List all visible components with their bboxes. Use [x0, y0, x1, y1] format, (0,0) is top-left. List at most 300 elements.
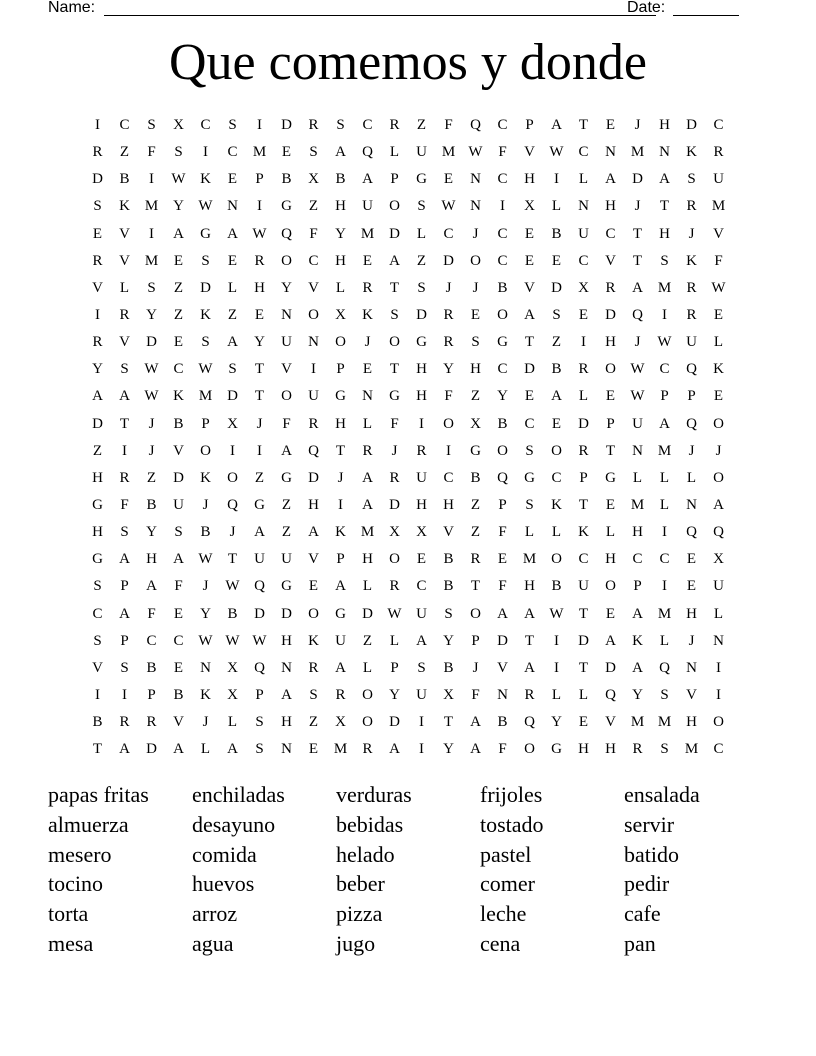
grid-letter: Z — [173, 279, 184, 296]
grid-letter: T — [632, 252, 643, 269]
grid-letter: E — [362, 252, 373, 269]
grid-letter: S — [174, 144, 183, 161]
grid-letter: A — [173, 741, 184, 758]
grid-letter: P — [633, 578, 642, 595]
grid-letter: E — [227, 252, 238, 269]
grid-letter: Q — [470, 117, 481, 134]
grid-letter: A — [335, 659, 346, 676]
word-bank-item: pizza — [336, 901, 383, 927]
grid-letter: J — [445, 279, 452, 296]
grid-letter: T — [119, 415, 130, 432]
grid-letter: P — [255, 171, 264, 188]
grid-letter: D — [389, 714, 400, 731]
word-bank-item: beber — [336, 871, 385, 897]
grid-letter: V — [173, 442, 184, 459]
grid-letter: M — [144, 198, 159, 215]
grid-letter: E — [686, 578, 697, 595]
grid-letter: E — [173, 605, 184, 622]
grid-letter: Q — [308, 442, 319, 459]
grid-letter: V — [524, 144, 535, 161]
grid-letter: A — [119, 551, 130, 568]
grid-letter: O — [713, 714, 724, 731]
grid-letter: W — [549, 144, 564, 161]
grid-letter: E — [254, 307, 265, 324]
grid-row — [84, 166, 732, 193]
grid-letter: H — [470, 361, 481, 378]
grid-letter: E — [524, 252, 535, 269]
grid-letter: D — [524, 361, 535, 378]
grid-letter: L — [551, 687, 562, 704]
grid-letter: H — [335, 415, 346, 432]
grid-letter: R — [92, 144, 103, 161]
grid-letter: P — [336, 551, 345, 568]
grid-letter: S — [120, 524, 129, 541]
grid-letter: U — [173, 497, 184, 514]
grid-letter: P — [201, 415, 210, 432]
grid-letter: B — [470, 469, 481, 486]
grid-letter: V — [92, 659, 103, 676]
grid-letter: V — [281, 361, 292, 378]
grid-letter: R — [686, 198, 697, 215]
grid-row — [84, 112, 732, 139]
grid-letter: K — [632, 632, 643, 649]
grid-letter: I — [581, 334, 586, 351]
grid-letter: M — [360, 524, 375, 541]
grid-letter: F — [444, 117, 453, 134]
grid-letter: D — [605, 307, 616, 324]
grid-letter: H — [281, 632, 292, 649]
grid-row — [84, 628, 732, 655]
grid-letter: R — [146, 714, 157, 731]
grid-letter: Z — [308, 198, 319, 215]
grid-letter: W — [144, 388, 159, 405]
grid-letter: W — [630, 361, 645, 378]
grid-letter: T — [524, 334, 535, 351]
grid-letter: T — [92, 741, 103, 758]
grid-letter: W — [387, 605, 402, 622]
date-field-line — [673, 15, 739, 16]
grid-letter: W — [549, 605, 564, 622]
grid-letter: Y — [497, 388, 508, 405]
grid-letter: O — [200, 442, 211, 459]
grid-letter: P — [336, 361, 345, 378]
grid-letter: C — [605, 225, 616, 242]
grid-letter: A — [335, 144, 346, 161]
grid-letter: S — [93, 198, 102, 215]
grid-letter: H — [524, 171, 535, 188]
grid-letter: Y — [443, 632, 454, 649]
grid-letter: R — [578, 442, 589, 459]
grid-letter: M — [711, 198, 726, 215]
word-bank-item: tostado — [480, 811, 544, 837]
grid-letter: E — [227, 171, 238, 188]
grid-letter: C — [362, 117, 373, 134]
grid-letter: L — [659, 469, 670, 486]
grid-letter: E — [524, 388, 535, 405]
grid-letter: Z — [551, 334, 562, 351]
grid-row — [84, 601, 732, 628]
grid-letter: R — [686, 279, 697, 296]
grid-letter: S — [147, 279, 156, 296]
grid-letter: O — [443, 415, 454, 432]
grid-letter: C — [578, 551, 589, 568]
grid-letter: I — [149, 171, 154, 188]
grid-letter: D — [92, 171, 103, 188]
grid-letter: M — [657, 714, 672, 731]
grid-letter: I — [338, 497, 343, 514]
grid-letter: V — [173, 714, 184, 731]
grid-letter: K — [308, 632, 319, 649]
grid-letter: W — [198, 632, 213, 649]
grid-letter: I — [500, 198, 505, 215]
grid-letter: R — [119, 469, 130, 486]
grid-letter: L — [686, 469, 697, 486]
grid-letter: O — [470, 252, 481, 269]
grid-letter: Y — [632, 687, 643, 704]
grid-row — [84, 573, 732, 600]
grid-letter: B — [443, 551, 454, 568]
header — [48, 0, 748, 20]
grid-letter: R — [470, 551, 481, 568]
grid-letter: I — [95, 307, 100, 324]
grid-letter: U — [416, 469, 427, 486]
grid-letter: I — [716, 659, 721, 676]
grid-letter: P — [498, 497, 507, 514]
word-bank-item: huevos — [192, 871, 255, 897]
grid-letter: Z — [119, 144, 130, 161]
grid-letter: P — [660, 388, 669, 405]
word-bank-item: desayuno — [192, 811, 276, 837]
grid-letter: R — [443, 334, 454, 351]
grid-letter: O — [551, 442, 562, 459]
grid-letter: G — [524, 469, 535, 486]
grid-letter: T — [524, 632, 535, 649]
grid-letter: H — [416, 388, 427, 405]
grid-letter: N — [308, 334, 319, 351]
grid-letter: L — [200, 741, 211, 758]
grid-letter: Q — [497, 469, 508, 486]
grid-letter: V — [119, 225, 130, 242]
grid-letter: F — [498, 741, 507, 758]
word-bank-item: pan — [624, 930, 656, 956]
grid-letter: B — [119, 171, 130, 188]
grid-letter: P — [525, 117, 534, 134]
grid-letter: Z — [173, 307, 184, 324]
grid-letter: W — [630, 388, 645, 405]
grid-letter: E — [551, 252, 562, 269]
grid-letter: L — [335, 279, 346, 296]
grid-letter: I — [554, 171, 559, 188]
grid-letter: P — [120, 578, 129, 595]
grid-letter: T — [632, 225, 643, 242]
grid-letter: O — [281, 252, 292, 269]
grid-row — [84, 221, 732, 248]
page-title: Que comemos y donde — [168, 34, 647, 91]
grid-letter: I — [149, 225, 154, 242]
grid-letter: H — [362, 551, 373, 568]
grid-letter: E — [362, 361, 373, 378]
grid-letter: T — [605, 442, 616, 459]
grid-letter: C — [416, 578, 427, 595]
grid-letter: S — [309, 687, 318, 704]
grid-letter: A — [632, 605, 643, 622]
grid-letter: T — [470, 578, 481, 595]
grid-letter: D — [281, 605, 292, 622]
grid-letter: A — [632, 659, 643, 676]
grid-letter: A — [227, 225, 238, 242]
grid-letter: K — [713, 361, 724, 378]
grid-letter: Z — [416, 252, 427, 269]
word-bank-item: pastel — [480, 841, 532, 867]
grid-letter: G — [281, 469, 292, 486]
grid-letter: J — [715, 442, 722, 459]
grid-letter: E — [605, 388, 616, 405]
grid-letter: C — [497, 117, 508, 134]
grid-letter: E — [578, 714, 589, 731]
grid-letter: Y — [551, 714, 562, 731]
grid-letter: N — [497, 687, 508, 704]
grid-letter: R — [713, 144, 724, 161]
grid-letter: O — [605, 578, 616, 595]
grid-letter: F — [282, 415, 291, 432]
grid-letter: D — [551, 279, 562, 296]
grid-letter: R — [389, 469, 400, 486]
grid-letter: R — [389, 117, 400, 134]
grid-letter: W — [711, 279, 726, 296]
grid-letter: D — [686, 117, 697, 134]
grid-letter: T — [443, 714, 454, 731]
grid-letter: C — [173, 361, 184, 378]
grid-letter: S — [93, 632, 102, 649]
grid-letter: G — [470, 442, 481, 459]
grid-letter: A — [605, 171, 616, 188]
grid-letter: Y — [335, 225, 346, 242]
grid-letter: L — [605, 524, 616, 541]
grid-letter: P — [147, 687, 156, 704]
grid-letter: V — [686, 687, 697, 704]
grid-letter: E — [686, 551, 697, 568]
grid-letter: D — [146, 334, 157, 351]
grid-letter: C — [497, 252, 508, 269]
grid-letter: H — [92, 524, 103, 541]
grid-letter: O — [281, 388, 292, 405]
grid-letter: O — [362, 714, 373, 731]
grid-letter: R — [443, 307, 454, 324]
grid-letter: A — [524, 307, 535, 324]
grid-letter: H — [605, 741, 616, 758]
grid-letter: S — [147, 117, 156, 134]
grid-letter: A — [119, 605, 130, 622]
grid-letter: H — [146, 551, 157, 568]
grid-letter: K — [335, 524, 346, 541]
grid-letter: N — [578, 198, 589, 215]
word-bank-item: almuerza — [48, 811, 129, 837]
grid-letter: I — [419, 415, 424, 432]
grid-letter: B — [92, 714, 103, 731]
grid-letter: K — [551, 497, 562, 514]
grid-letter: Q — [659, 659, 670, 676]
grid-letter: D — [254, 605, 265, 622]
grid-letter: L — [578, 171, 589, 188]
grid-letter: I — [554, 659, 559, 676]
grid-letter: W — [171, 171, 186, 188]
grid-letter: F — [309, 225, 318, 242]
grid-letter: I — [257, 117, 262, 134]
grid-letter: R — [308, 659, 319, 676]
word-bank-item: servir — [624, 811, 675, 837]
grid-letter: Q — [686, 361, 697, 378]
grid-letter: E — [308, 741, 319, 758]
grid-letter: P — [120, 632, 129, 649]
grid-letter: A — [362, 497, 373, 514]
grid-letter: X — [335, 714, 346, 731]
grid-letter: J — [472, 659, 479, 676]
grid-letter: N — [362, 388, 373, 405]
grid-letter: J — [634, 117, 641, 134]
grid-letter: J — [148, 442, 155, 459]
grid-letter: W — [225, 578, 240, 595]
grid-letter: N — [470, 198, 481, 215]
grid-letter: H — [335, 252, 346, 269]
grid-letter: A — [470, 741, 481, 758]
grid-letter: D — [146, 741, 157, 758]
grid-letter: T — [578, 605, 589, 622]
grid-row — [84, 139, 732, 166]
grid-letter: A — [389, 741, 400, 758]
grid-letter: D — [389, 225, 400, 242]
grid-letter: G — [335, 605, 346, 622]
grid-letter: A — [362, 469, 373, 486]
grid-letter: Z — [281, 524, 292, 541]
word-bank-item: ensalada — [624, 782, 700, 807]
grid-row — [84, 438, 732, 465]
grid-letter: L — [362, 578, 373, 595]
grid-letter: Y — [200, 605, 211, 622]
grid-letter: M — [657, 279, 672, 296]
grid-letter: R — [308, 117, 319, 134]
grid-letter: B — [146, 659, 157, 676]
grid-letter: B — [173, 415, 184, 432]
grid-letter: A — [335, 578, 346, 595]
grid-row — [84, 519, 732, 546]
grid-letter: Q — [281, 225, 292, 242]
grid-letter: Y — [146, 307, 157, 324]
grid-letter: V — [605, 714, 616, 731]
grid-letter: K — [686, 144, 697, 161]
grid-letter: A — [416, 632, 427, 649]
grid-letter: B — [497, 279, 508, 296]
grid-letter: S — [201, 334, 210, 351]
grid-letter: W — [468, 144, 483, 161]
grid-letter: M — [441, 144, 456, 161]
grid-letter: P — [471, 632, 480, 649]
grid-letter: S — [120, 361, 129, 378]
grid-letter: T — [335, 442, 346, 459]
grid-letter: C — [497, 225, 508, 242]
grid-letter: J — [391, 442, 398, 459]
grid-letter: S — [120, 659, 129, 676]
grid-letter: R — [686, 307, 697, 324]
grid-letter: C — [443, 225, 454, 242]
grid-letter: Q — [227, 497, 238, 514]
grid-letter: I — [203, 144, 208, 161]
grid-letter: T — [578, 497, 589, 514]
grid-letter: E — [524, 225, 535, 242]
grid-letter: W — [198, 551, 213, 568]
grid-letter: Z — [470, 524, 481, 541]
grid-letter: Q — [632, 307, 643, 324]
grid-letter: H — [92, 469, 103, 486]
grid-letter: I — [419, 714, 424, 731]
grid-letter: V — [443, 524, 454, 541]
grid-letter: C — [119, 117, 130, 134]
grid-letter: I — [257, 442, 262, 459]
grid-letter: K — [200, 171, 211, 188]
grid-letter: S — [417, 659, 426, 676]
grid-letter: L — [362, 659, 373, 676]
grid-letter: R — [605, 279, 616, 296]
grid-letter: D — [389, 497, 400, 514]
grid-letter: U — [308, 388, 319, 405]
grid-letter: V — [92, 279, 103, 296]
grid-letter: S — [660, 741, 669, 758]
grid-letter: F — [444, 388, 453, 405]
grid-letter: M — [657, 442, 672, 459]
grid-letter: Y — [92, 361, 103, 378]
grid-letter: A — [146, 578, 157, 595]
grid-letter: U — [416, 605, 427, 622]
grid-letter: U — [416, 687, 427, 704]
date-label: Date: — [627, 0, 666, 16]
grid-letter: A — [173, 551, 184, 568]
grid-letter: K — [578, 524, 589, 541]
grid-letter: C — [443, 469, 454, 486]
grid-letter: O — [713, 469, 724, 486]
grid-letter: U — [713, 578, 724, 595]
grid-letter: B — [281, 171, 292, 188]
grid-letter: O — [389, 551, 400, 568]
grid-letter: O — [551, 551, 562, 568]
grid-letter: X — [578, 279, 589, 296]
grid-letter: G — [92, 551, 103, 568]
grid-letter: N — [281, 307, 292, 324]
grid-letter: X — [308, 171, 319, 188]
grid-letter: I — [95, 687, 100, 704]
grid-letter: H — [335, 198, 346, 215]
grid-letter: U — [281, 551, 292, 568]
grid-letter: J — [688, 442, 695, 459]
grid-letter: M — [630, 144, 645, 161]
grid-letter: E — [578, 307, 589, 324]
grid-letter: M — [360, 225, 375, 242]
grid-letter: X — [227, 415, 238, 432]
grid-letter: O — [389, 198, 400, 215]
grid-letter: U — [416, 144, 427, 161]
grid-letter: N — [686, 659, 697, 676]
grid-letter: W — [198, 361, 213, 378]
grid-letter: F — [390, 415, 399, 432]
grid-row — [84, 383, 732, 410]
grid-letter: C — [632, 551, 643, 568]
grid-letter: R — [524, 687, 535, 704]
grid-letter: L — [713, 605, 724, 622]
grid-letter: C — [659, 551, 670, 568]
grid-letter: A — [119, 741, 130, 758]
word-bank-item: verduras — [336, 782, 412, 807]
grid-letter: H — [659, 117, 670, 134]
grid-letter: C — [200, 117, 211, 134]
grid-letter: A — [362, 171, 373, 188]
